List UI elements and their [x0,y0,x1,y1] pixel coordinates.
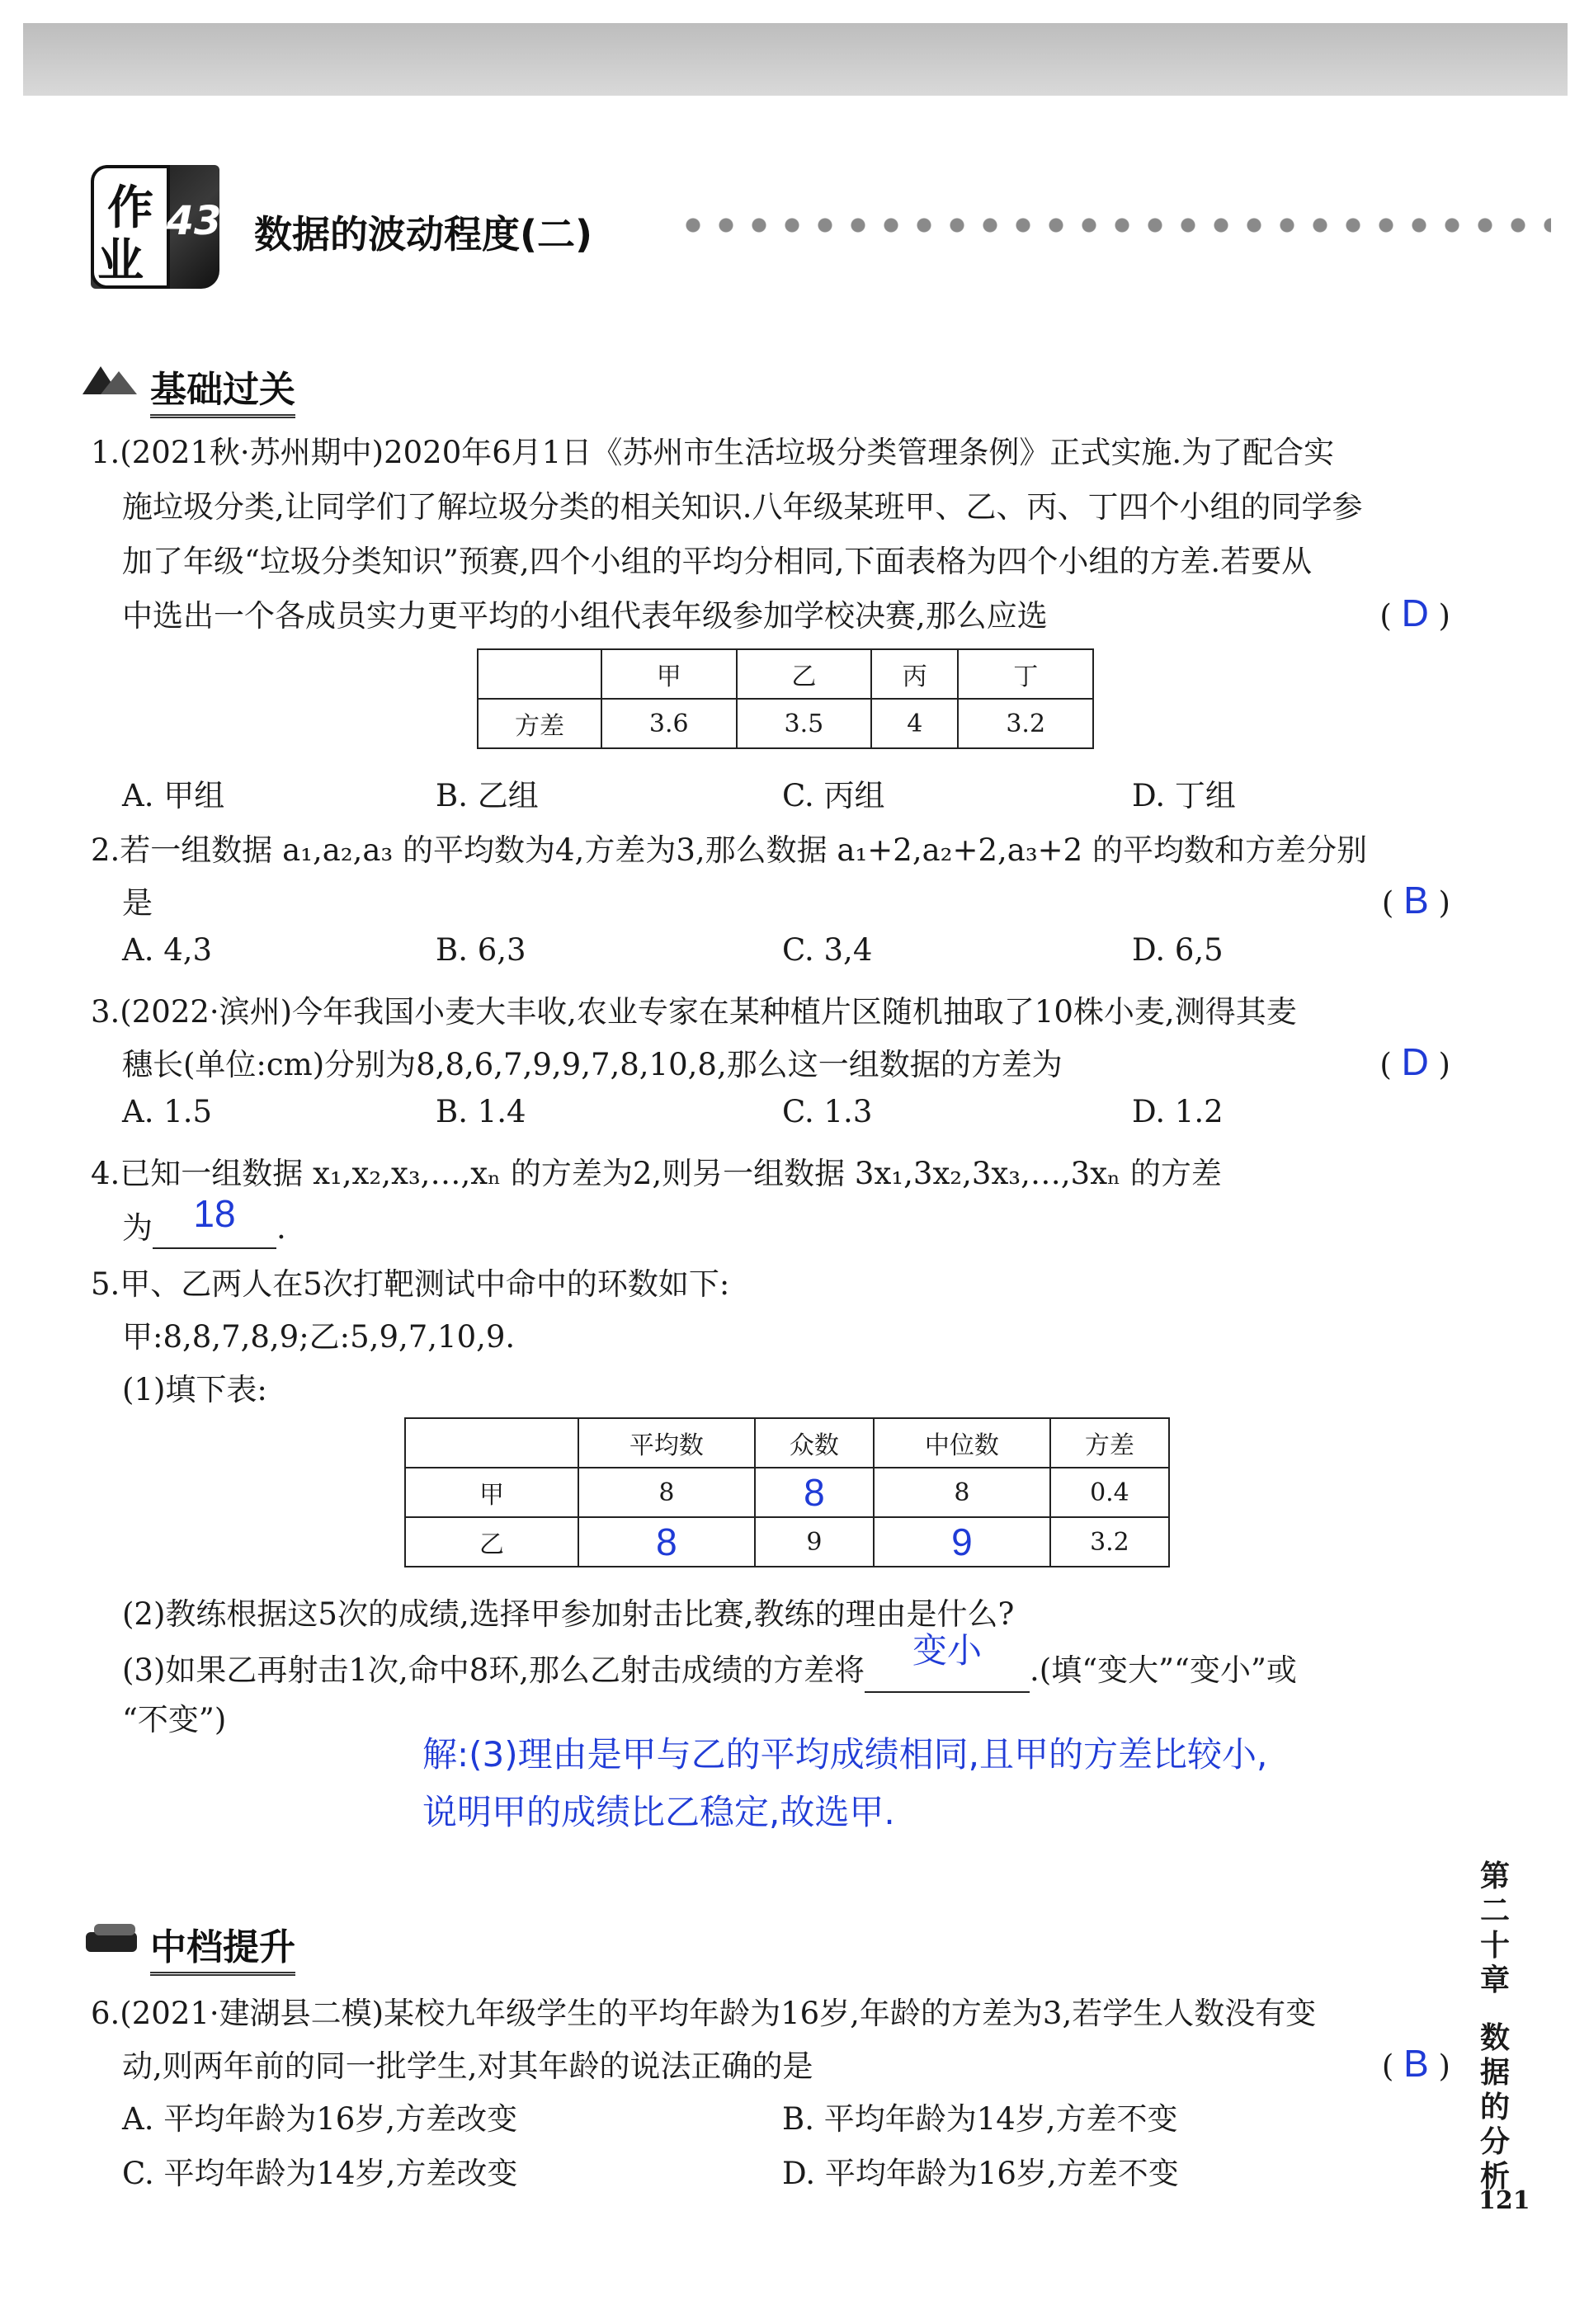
q5-table-header: 众数 [755,1418,874,1468]
q5-table-cell: 0.4 [1050,1468,1169,1517]
q1-table-corner [478,649,601,699]
homework-char-zuo: 作 [107,181,153,235]
q1-table-cell: 3.2 [958,699,1093,748]
q5-line-2: 甲:8,8,7,8,9;乙:5,9,7,10,9. [122,1319,516,1355]
homework-number: 43 [166,198,222,244]
q3-answer: D [1401,1040,1429,1083]
q5-part-3-suffix: .(填“变大”“变小”或 [1030,1652,1297,1688]
mountain-icon [83,361,140,394]
q5-line-1: 5.甲、乙两人在5次打靶测试中命中的环数如下: [91,1266,730,1302]
q5-table-cell: 8 [578,1468,755,1517]
q5-table-cell-filled [578,1517,755,1567]
q6-line-2 [122,2041,1450,2086]
q2-option-d: D. 6,5 [1132,932,1224,968]
q5-part-3-blank [865,1630,1030,1693]
q1-answer-bracket: ( D ) [1379,592,1450,634]
q5-filled-answer: 8 [804,1471,825,1514]
q1-variance-table [477,648,1094,749]
q5-part-3 [122,1630,1297,1693]
q1-table-cell: 3.5 [737,699,872,748]
q4-answer-blank [153,1192,276,1249]
q5-part-2: (2)教练根据这5次的成绩,选择甲参加射击比赛,教练的理由是什么? [122,1596,1015,1632]
q5-part-3-answer: 变小 [912,1630,983,1671]
q2-answer-bracket: ( B ) [1381,879,1450,922]
q1-table-header: 丁 [958,649,1093,699]
q5-table-corner [405,1418,578,1468]
q1-table-header: 丙 [871,649,958,699]
q1-option-d: D. 丁组 [1132,778,1236,813]
q6-line-2-text: 动,则两年前的同一批学生,对其年龄的说法正确的是 [122,2048,813,2084]
q3-option-d: D. 1.2 [1132,1094,1224,1129]
q6-option-b: B. 平均年龄为14岁,方差不变 [782,2101,1178,2137]
q5-stats-table [404,1417,1170,1567]
q6-option-a: A. 平均年龄为16岁,方差改变 [122,2101,518,2137]
q4-answer: 18 [193,1192,236,1235]
q2-answer: B [1403,879,1429,922]
q3-line-1: 3.(2022·滨州)今年我国小麦大丰收,农业专家在某种植片区随机抽取了10株小麦,测得其麦 [91,994,1297,1030]
q6-option-c: C. 平均年龄为14岁,方差改变 [122,2156,518,2191]
q2-option-a: A. 4,3 [122,932,213,968]
q1-line-4 [122,591,1450,635]
q1-table-cell: 4 [871,699,958,748]
q1-table-header: 乙 [737,649,872,699]
q1-table-cell: 3.6 [601,699,737,748]
q5-table-cell: 9 [755,1517,874,1567]
q3-line-2 [122,1039,1450,1084]
q5-filled-answer: 8 [656,1520,677,1563]
q2-option-c: C. 3,4 [782,932,873,968]
q1-option-a: A. 甲组 [122,778,225,813]
q3-line-2-text: 穗长(单位:cm)分别为8,8,6,7,9,9,7,8,10,8,那么这一组数据的方差为 [122,1047,1063,1082]
page-title: 数据的波动程度(二) [254,212,593,257]
q1-line-4-text: 中选出一个各成员实力更平均的小组代表年级参加学校决赛,那么应选 [122,598,1048,634]
q5-handwritten-2: 说明甲的成绩比乙稳定,故选甲. [422,1792,895,1832]
q2-line-1: 2.若一组数据 a₁,a₂,a₃ 的平均数为4,方差为3,那么数据 a₁+2,a₂+2,a₃+2 的平均数和方差分别 [91,832,1367,868]
page-number: 121 [1478,2186,1530,2215]
q1-table-row-label: 方差 [478,699,601,748]
q1-option-b: B. 乙组 [436,778,539,813]
q4-line-2-suffix: . [276,1210,286,1246]
q5-filled-answer: 9 [951,1520,973,1563]
section-title-basic: 基础过关 [150,360,295,418]
q2-line-2-text: 是 [122,885,153,921]
q6-line-1: 6.(2021·建湖县二模)某校九年级学生的平均年龄为16岁,年龄的方差为3,若学生人数没有变 [91,1996,1317,2031]
sidebar-topic: 数据的分析 [1479,2021,1510,2194]
q1-line-1: 1.(2021秋·苏州期中)2020年6月1日《苏州市生活垃圾分类管理条例》正式实施.为了配合实 [91,435,1335,470]
q2-line-2 [122,878,1450,922]
sidebar-chapter: 第二十章 [1479,1860,1510,1997]
title-dots-divider [677,216,1551,234]
q2-option-b: B. 6,3 [436,932,526,968]
stairs-icon [83,1921,140,1954]
q4-line-2 [122,1192,286,1249]
q5-part-3-line-2: “不变”) [122,1702,227,1737]
section-title-intermediate: 中档提升 [150,1917,295,1976]
q3-answer-bracket: ( D ) [1379,1040,1450,1083]
q1-table-header: 甲 [601,649,737,699]
top-band [23,23,1568,96]
q5-table-row-label: 乙 [405,1517,578,1567]
q1-option-c: C. 丙组 [782,778,885,813]
q3-option-c: C. 1.3 [782,1094,873,1129]
q5-table-cell: 8 [874,1468,1050,1517]
q5-table-cell-filled [755,1468,874,1517]
q1-answer: D [1401,592,1429,634]
q5-part-3-prefix: (3)如果乙再射击1次,命中8环,那么乙射击成绩的方差将 [122,1652,865,1688]
q5-table-header: 方差 [1050,1418,1169,1468]
q5-table-row-label: 甲 [405,1468,578,1517]
q4-line-1: 4.已知一组数据 x₁,x₂,x₃,…,xₙ 的方差为2,则另一组数据 3x₁,3x₂,3x₃,…,3xₙ 的方差 [91,1156,1222,1191]
q6-answer-bracket: ( B ) [1381,2042,1450,2085]
q5-part-1: (1)填下表: [122,1372,267,1407]
q5-table-header: 中位数 [874,1418,1050,1468]
q6-option-d: D. 平均年龄为16岁,方差不变 [782,2156,1179,2191]
q5-table-header: 平均数 [578,1418,755,1468]
q4-line-2-prefix: 为 [122,1210,153,1246]
q6-answer: B [1403,2042,1429,2085]
homework-char-ye: 业 [97,234,144,288]
q1-line-3: 加了年级“垃圾分类知识”预赛,四个小组的平均分相同,下面表格为四个小组的方差.若要从 [122,544,1313,579]
q5-handwritten-1: 解:(3)理由是甲与乙的平均成绩相同,且甲的方差比较小, [422,1734,1268,1775]
q3-option-a: A. 1.5 [122,1094,213,1129]
q5-table-cell-filled [874,1517,1050,1567]
q1-line-2: 施垃圾分类,让同学们了解垃圾分类的相关知识.八年级某班甲、乙、丙、丁四个小组的同学参 [122,489,1363,525]
q3-option-b: B. 1.4 [436,1094,526,1129]
q5-table-cell: 3.2 [1050,1517,1169,1567]
